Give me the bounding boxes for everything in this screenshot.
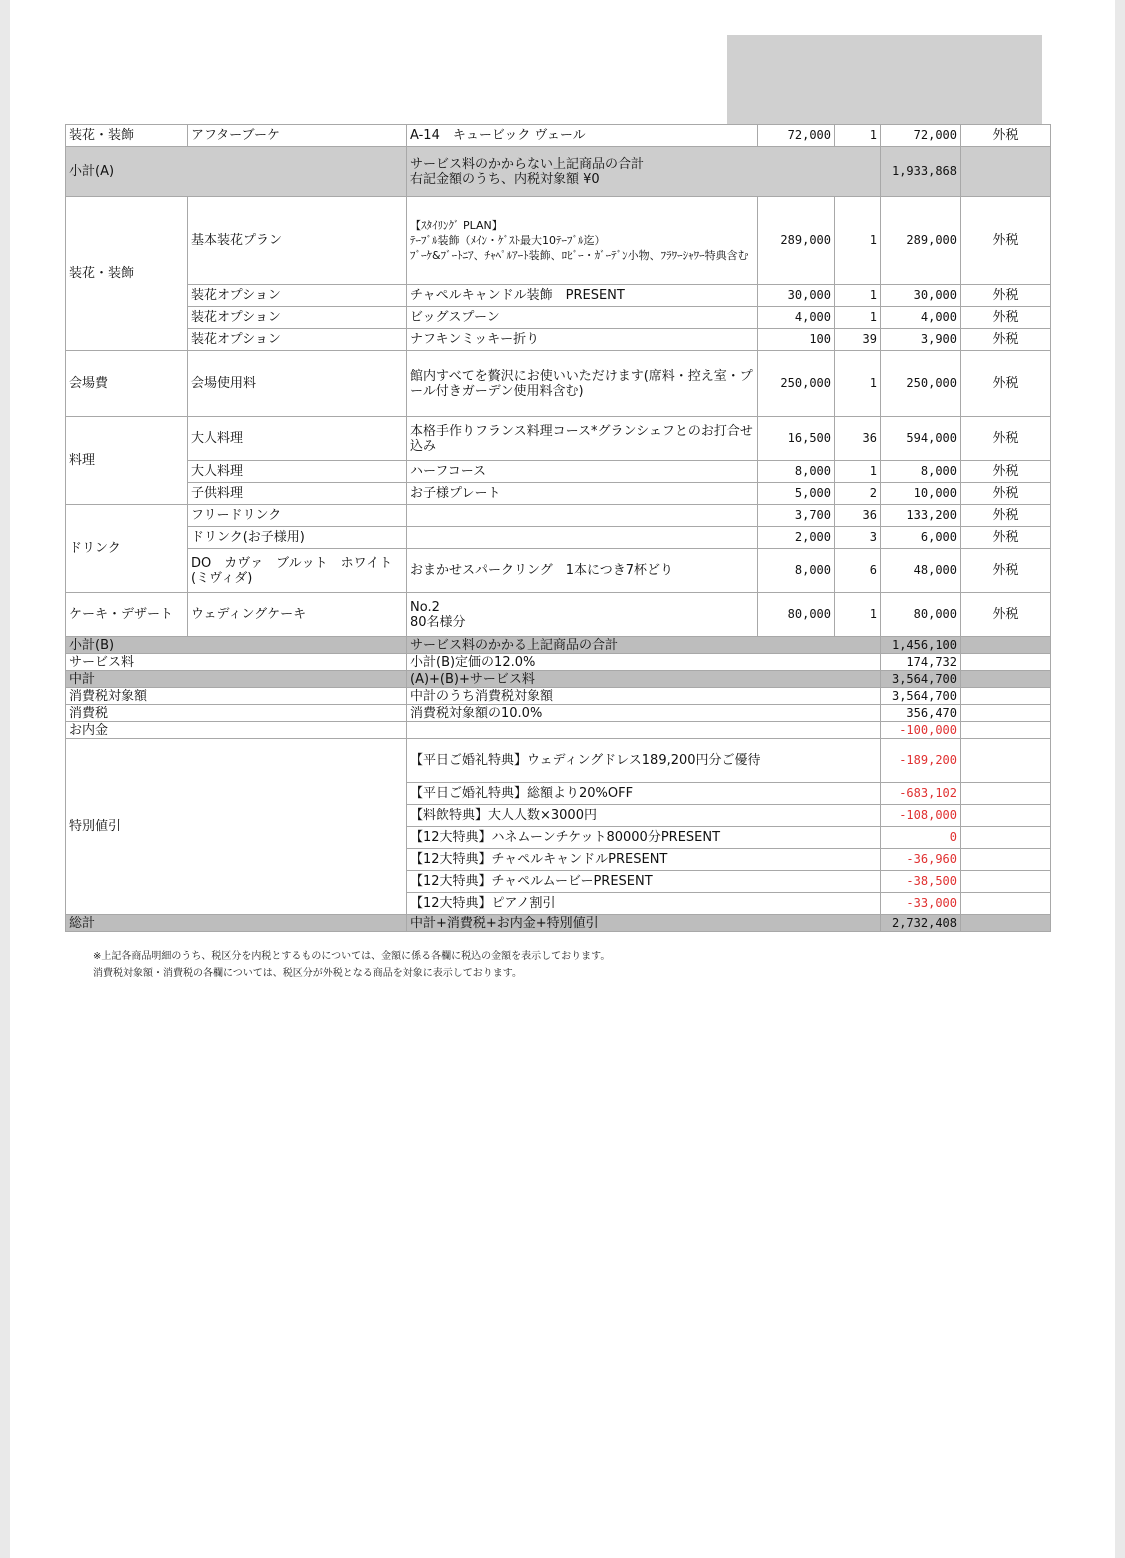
midtotal-description: (A)+(B)+サービス料	[407, 671, 881, 688]
unit-price-cell: 72,000	[758, 125, 835, 147]
desc-line: サービス料のかからない上記商品の合計	[410, 156, 645, 172]
consumption-tax-label: 消費税	[66, 705, 407, 722]
description-cell: ナフキンミッキー折り	[407, 329, 758, 351]
table-row	[66, 417, 1051, 461]
midtotal-row	[66, 671, 1051, 688]
item-cell: DO カヴァ ブルット ホワイト(ミヴィダ)	[188, 549, 407, 593]
tax-base-description: 中計のうち消費税対象額	[407, 688, 881, 705]
grand-total-label: 総計	[66, 915, 407, 932]
discount-amount: -683,102	[881, 783, 961, 805]
desc-line: 80名様分	[410, 614, 466, 630]
subtotal-b-description: サービス料のかかる上記商品の合計	[407, 637, 881, 654]
unit-price-cell: 289,000	[758, 197, 835, 285]
amount-cell: 80,000	[881, 593, 961, 637]
subtotal-a-row	[66, 147, 1051, 197]
description-cell: ハーフコース	[407, 461, 758, 483]
table-row	[66, 285, 1051, 307]
unit-price-cell: 4,000	[758, 307, 835, 329]
discount-amount: -189,200	[881, 739, 961, 783]
category-cell: 装花・装飾	[66, 125, 188, 147]
category-cell: 会場費	[66, 351, 188, 417]
service-fee-amount: 174,732	[881, 654, 961, 671]
footnotes	[93, 948, 610, 982]
discount-description: 【12大特典】ピアノ割引	[407, 893, 881, 915]
consumption-tax-row	[66, 705, 1051, 722]
grand-total-row	[66, 915, 1051, 932]
deposit-amount: -100,000	[881, 722, 961, 739]
subtotal-a-label: 小計(A)	[66, 147, 407, 197]
amount-cell: 72,000	[881, 125, 961, 147]
tax-type-cell: 外税	[961, 549, 1051, 593]
desc-line: 右記金額のうち、内税対象額 ¥0	[410, 171, 600, 187]
discount-amount: -33,000	[881, 893, 961, 915]
unit-price-cell: 30,000	[758, 285, 835, 307]
quantity-cell: 36	[835, 417, 881, 461]
category-cell: ケーキ・デザート	[66, 593, 188, 637]
service-fee-label: サービス料	[66, 654, 407, 671]
description-cell	[407, 505, 758, 527]
table-row	[66, 593, 1051, 637]
grand-total-amount: 2,732,408	[881, 915, 961, 932]
quantity-cell: 1	[835, 125, 881, 147]
tax-base-amount: 3,564,700	[881, 688, 961, 705]
consumption-tax-description: 消費税対象額の10.0%	[407, 705, 881, 722]
amount-cell: 30,000	[881, 285, 961, 307]
subtotal-b-row	[66, 637, 1051, 654]
description-cell: 本格手作りフランス料理コース*グランシェフとのお打合せ込み	[407, 417, 758, 461]
quantity-cell: 1	[835, 461, 881, 483]
tax-type-cell: 外税	[961, 285, 1051, 307]
category-cell: ドリンク	[66, 505, 188, 593]
subtotal-a-amount: 1,933,868	[881, 147, 961, 197]
quantity-cell: 2	[835, 483, 881, 505]
item-cell: 装花オプション	[188, 285, 407, 307]
subtotal-b-label: 小計(B)	[66, 637, 407, 654]
description-cell	[407, 527, 758, 549]
amount-cell: 6,000	[881, 527, 961, 549]
quantity-cell: 3	[835, 527, 881, 549]
consumption-tax-amount: 356,470	[881, 705, 961, 722]
description-cell: ビッグスプーン	[407, 307, 758, 329]
category-cell: 装花・装飾	[66, 197, 188, 351]
amount-cell: 250,000	[881, 351, 961, 417]
tax-type-cell: 外税	[961, 329, 1051, 351]
description-cell	[407, 197, 758, 285]
amount-cell: 3,900	[881, 329, 961, 351]
table-row	[66, 351, 1051, 417]
amount-cell: 4,000	[881, 307, 961, 329]
item-cell: ドリンク(お子様用)	[188, 527, 407, 549]
quantity-cell: 1	[835, 307, 881, 329]
unit-price-cell: 5,000	[758, 483, 835, 505]
discount-row	[66, 739, 1051, 783]
table-row	[66, 307, 1051, 329]
table-row	[66, 505, 1051, 527]
quantity-cell: 39	[835, 329, 881, 351]
unit-price-cell: 3,700	[758, 505, 835, 527]
estimate-table	[65, 124, 1051, 932]
subtotal-a-description	[407, 147, 881, 197]
category-cell: 料理	[66, 417, 188, 505]
tax-type-cell: 外税	[961, 307, 1051, 329]
table-row	[66, 483, 1051, 505]
table-row	[66, 125, 1051, 147]
tax-type-cell: 外税	[961, 505, 1051, 527]
discount-amount: -108,000	[881, 805, 961, 827]
unit-price-cell: 80,000	[758, 593, 835, 637]
discount-description: 【料飲特典】大人人数×3000円	[407, 805, 881, 827]
tax-type-cell: 外税	[961, 593, 1051, 637]
description-cell: お子様プレート	[407, 483, 758, 505]
tax-type-cell: 外税	[961, 125, 1051, 147]
tax-type-cell: 外税	[961, 483, 1051, 505]
item-cell: 装花オプション	[188, 307, 407, 329]
discount-description: 【12大特典】チャペルキャンドルPRESENT	[407, 849, 881, 871]
item-cell: 会場使用料	[188, 351, 407, 417]
discount-amount: -38,500	[881, 871, 961, 893]
description-cell: A-14 キュービック ヴェール	[407, 125, 758, 147]
item-cell: 基本装花プラン	[188, 197, 407, 285]
midtotal-amount: 3,564,700	[881, 671, 961, 688]
amount-cell: 133,200	[881, 505, 961, 527]
unit-price-cell: 100	[758, 329, 835, 351]
item-cell: ウェディングケーキ	[188, 593, 407, 637]
redacted-area	[727, 35, 1042, 125]
deposit-row	[66, 722, 1051, 739]
service-fee-row	[66, 654, 1051, 671]
table-row	[66, 197, 1051, 285]
amount-cell: 594,000	[881, 417, 961, 461]
tax-type-cell: 外税	[961, 527, 1051, 549]
item-cell: 子供料理	[188, 483, 407, 505]
item-cell: アフターブーケ	[188, 125, 407, 147]
item-cell: 大人料理	[188, 417, 407, 461]
deposit-label: お内金	[66, 722, 407, 739]
description-cell	[407, 593, 758, 637]
grand-total-description: 中計+消費税+お内金+特別値引	[407, 915, 881, 932]
amount-cell: 8,000	[881, 461, 961, 483]
tax-type-cell: 外税	[961, 461, 1051, 483]
quantity-cell: 36	[835, 505, 881, 527]
unit-price-cell: 16,500	[758, 417, 835, 461]
footnote-line: 消費税対象額・消費税の各欄については、税区分が外税となる商品を対象に表示しております。	[93, 968, 522, 979]
table-row	[66, 461, 1051, 483]
discount-amount: 0	[881, 827, 961, 849]
table-row	[66, 549, 1051, 593]
quantity-cell: 1	[835, 593, 881, 637]
tax-type-cell: 外税	[961, 417, 1051, 461]
quantity-cell: 1	[835, 197, 881, 285]
description-cell: 館内すべてを贅沢にお使いいただけます(席料・控え室・プール付きガーデン使用料含む)	[407, 351, 758, 417]
unit-price-cell: 250,000	[758, 351, 835, 417]
desc-line: ﾃｰﾌﾞﾙ装飾（ﾒｲﾝ・ｹﾞｽﾄ最大10ﾃｰﾌﾞﾙ迄）	[410, 234, 606, 247]
desc-line: ﾌﾞｰｹ&ﾌﾞｰﾄﾆｱ、ﾁｬﾍﾟﾙｱｰﾄ装飾、ﾛﾋﾞｰ・ｶﾞｰﾃﾞﾝ小物、ﾌﾗﾜｰｼｬﾜｰ特典含む	[410, 249, 749, 262]
unit-price-cell: 2,000	[758, 527, 835, 549]
footnote-line: ※上記各商品明細のうち、税区分を内税とするものについては、金額に係る各欄に税込の金額を表示しております。	[93, 951, 611, 962]
quantity-cell: 1	[835, 351, 881, 417]
quantity-cell: 1	[835, 285, 881, 307]
amount-cell: 48,000	[881, 549, 961, 593]
discount-description: 【12大特典】ハネムーンチケット80000分PRESENT	[407, 827, 881, 849]
tax-base-label: 消費税対象額	[66, 688, 407, 705]
tax-type-cell: 外税	[961, 197, 1051, 285]
amount-cell: 289,000	[881, 197, 961, 285]
discount-amount: -36,960	[881, 849, 961, 871]
quantity-cell: 6	[835, 549, 881, 593]
table-row	[66, 527, 1051, 549]
item-cell: 装花オプション	[188, 329, 407, 351]
unit-price-cell: 8,000	[758, 461, 835, 483]
subtotal-b-amount: 1,456,100	[881, 637, 961, 654]
amount-cell: 10,000	[881, 483, 961, 505]
item-cell: 大人料理	[188, 461, 407, 483]
tax-base-row	[66, 688, 1051, 705]
desc-line: No.2	[410, 599, 440, 615]
tax-type-cell: 外税	[961, 351, 1051, 417]
discount-description: 【平日ご婚礼特典】ウェディングドレス189,200円分ご優待	[407, 739, 881, 783]
discount-description: 【平日ご婚礼特典】総額より20%OFF	[407, 783, 881, 805]
table-row	[66, 329, 1051, 351]
midtotal-label: 中計	[66, 671, 407, 688]
discount-label: 特別値引	[66, 739, 407, 915]
desc-line: 【ｽﾀｲﾘﾝｸﾞ PLAN】	[410, 219, 503, 232]
description-cell: おまかせスパークリング 1本につき7杯どり	[407, 549, 758, 593]
item-cell: フリードリンク	[188, 505, 407, 527]
service-fee-description: 小計(B)定価の12.0%	[407, 654, 881, 671]
description-cell: チャペルキャンドル装飾 PRESENT	[407, 285, 758, 307]
discount-description: 【12大特典】チャペルムービーPRESENT	[407, 871, 881, 893]
unit-price-cell: 8,000	[758, 549, 835, 593]
